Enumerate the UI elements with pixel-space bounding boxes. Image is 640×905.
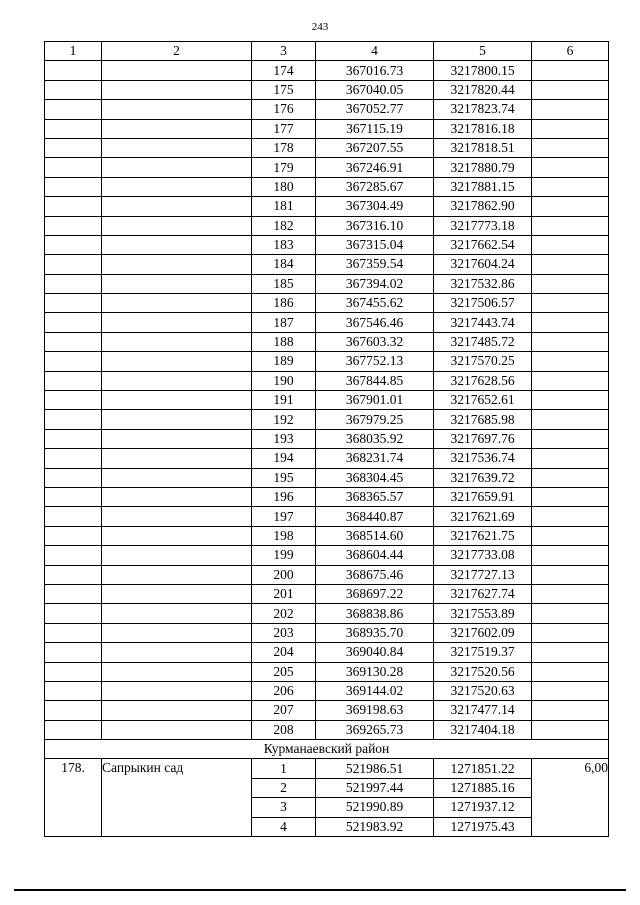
- y-coordinate-cell: 3217652.61: [434, 391, 532, 410]
- lot-number-cell: [45, 565, 102, 584]
- table-row: [45, 119, 609, 138]
- y-coordinate-cell: 1271937.12: [434, 798, 532, 817]
- x-coordinate-cell: 369265.73: [316, 720, 434, 739]
- y-coordinate-cell: 3217621.69: [434, 507, 532, 526]
- point-number-cell: 178: [252, 138, 316, 157]
- lot-number-cell: [45, 61, 102, 80]
- lot-name-cell: [102, 138, 252, 157]
- area-cell: [532, 487, 609, 506]
- lot-name-cell: [102, 604, 252, 623]
- lot-name-cell: [102, 313, 252, 332]
- lot-name-cell: [102, 235, 252, 254]
- point-number-cell: 190: [252, 371, 316, 390]
- lot-name-cell: [102, 720, 252, 739]
- y-coordinate-cell: 3217727.13: [434, 565, 532, 584]
- coordinates-table: [44, 41, 609, 837]
- x-coordinate-cell: 367315.04: [316, 235, 434, 254]
- y-coordinate-cell: 3217602.09: [434, 623, 532, 642]
- area-cell: [532, 701, 609, 720]
- lot-name-cell: [102, 61, 252, 80]
- y-coordinate-cell: 3217862.90: [434, 197, 532, 216]
- x-coordinate-cell: 367115.19: [316, 119, 434, 138]
- point-number-cell: 4: [252, 817, 316, 836]
- lot-number-cell: [45, 623, 102, 642]
- column-header-4: 4: [316, 42, 434, 61]
- y-coordinate-cell: 3217818.51: [434, 138, 532, 157]
- lot-name-cell: [102, 410, 252, 429]
- area-cell: [532, 274, 609, 293]
- point-number-cell: 196: [252, 487, 316, 506]
- lot-name-cell: [102, 158, 252, 177]
- table-row: [45, 565, 609, 584]
- column-header-3: 3: [252, 42, 316, 61]
- y-coordinate-cell: 3217506.57: [434, 294, 532, 313]
- x-coordinate-cell: 367546.46: [316, 313, 434, 332]
- x-coordinate-cell: 521986.51: [316, 759, 434, 778]
- point-number-cell: 206: [252, 681, 316, 700]
- lot-name-cell: [102, 584, 252, 603]
- x-coordinate-cell: 367979.25: [316, 410, 434, 429]
- table-body: [45, 61, 609, 837]
- table-row: [45, 604, 609, 623]
- y-coordinate-cell: 3217443.74: [434, 313, 532, 332]
- area-cell: [532, 623, 609, 642]
- lot-number-cell: [45, 119, 102, 138]
- x-coordinate-cell: 368440.87: [316, 507, 434, 526]
- lot-number-cell: [45, 255, 102, 274]
- lot-name-cell: [102, 546, 252, 565]
- x-coordinate-cell: 367016.73: [316, 61, 434, 80]
- lot-name-cell: [102, 526, 252, 545]
- y-coordinate-cell: 1271975.43: [434, 817, 532, 836]
- point-number-cell: 1: [252, 759, 316, 778]
- x-coordinate-cell: 368365.57: [316, 487, 434, 506]
- lot-name-cell: [102, 255, 252, 274]
- lot-name-cell: [102, 643, 252, 662]
- y-coordinate-cell: 3217485.72: [434, 332, 532, 351]
- lot-number-cell: [45, 429, 102, 448]
- lot-name-cell: Сапрыкин сад: [102, 759, 252, 837]
- column-header-6: 6: [532, 42, 609, 61]
- table-row: [45, 391, 609, 410]
- area-cell: [532, 643, 609, 662]
- lot-number-cell: [45, 313, 102, 332]
- table-row: [45, 681, 609, 700]
- area-cell: [532, 235, 609, 254]
- area-cell: [532, 526, 609, 545]
- lot-name-cell: [102, 449, 252, 468]
- x-coordinate-cell: 367316.10: [316, 216, 434, 235]
- area-cell: [532, 507, 609, 526]
- table-row: [45, 294, 609, 313]
- lot-number-cell: [45, 158, 102, 177]
- y-coordinate-cell: 3217532.86: [434, 274, 532, 293]
- point-number-cell: 181: [252, 197, 316, 216]
- table-row: [45, 584, 609, 603]
- x-coordinate-cell: 367052.77: [316, 100, 434, 119]
- lot-name-cell: [102, 274, 252, 293]
- x-coordinate-cell: 367285.67: [316, 177, 434, 196]
- table-header-row: [45, 42, 609, 61]
- x-coordinate-cell: 369130.28: [316, 662, 434, 681]
- area-cell: [532, 352, 609, 371]
- point-number-cell: 185: [252, 274, 316, 293]
- y-coordinate-cell: 3217604.24: [434, 255, 532, 274]
- y-coordinate-cell: 3217773.18: [434, 216, 532, 235]
- lot-number-cell: 178.: [45, 759, 102, 837]
- lot-name-cell: [102, 507, 252, 526]
- lot-name-cell: [102, 80, 252, 99]
- y-coordinate-cell: 3217816.18: [434, 119, 532, 138]
- table-row: [45, 720, 609, 739]
- x-coordinate-cell: 367752.13: [316, 352, 434, 371]
- table-row: [45, 371, 609, 390]
- lot-number-cell: [45, 410, 102, 429]
- table-row: [45, 662, 609, 681]
- x-coordinate-cell: 367359.54: [316, 255, 434, 274]
- x-coordinate-cell: 521983.92: [316, 817, 434, 836]
- table-row: [45, 197, 609, 216]
- x-coordinate-cell: 368675.46: [316, 565, 434, 584]
- table-row: [45, 313, 609, 332]
- table-row: [45, 332, 609, 351]
- x-coordinate-cell: 368514.60: [316, 526, 434, 545]
- table-row: [45, 526, 609, 545]
- x-coordinate-cell: 367394.02: [316, 274, 434, 293]
- lot-number-cell: [45, 468, 102, 487]
- x-coordinate-cell: 368604.44: [316, 546, 434, 565]
- lot-name-cell: [102, 487, 252, 506]
- y-coordinate-cell: 3217627.74: [434, 584, 532, 603]
- district-heading: Курманаевский район: [45, 740, 609, 759]
- x-coordinate-cell: 368035.92: [316, 429, 434, 448]
- point-number-cell: 203: [252, 623, 316, 642]
- area-cell: [532, 197, 609, 216]
- table-row: [45, 487, 609, 506]
- y-coordinate-cell: 3217662.54: [434, 235, 532, 254]
- point-number-cell: 183: [252, 235, 316, 254]
- table-row: [45, 216, 609, 235]
- lot-name-cell: [102, 623, 252, 642]
- y-coordinate-cell: 3217519.37: [434, 643, 532, 662]
- table-row: [45, 100, 609, 119]
- lot-number-cell: [45, 662, 102, 681]
- lot-name-cell: [102, 294, 252, 313]
- area-cell: [532, 80, 609, 99]
- y-coordinate-cell: 1271851.22: [434, 759, 532, 778]
- area-cell: [532, 294, 609, 313]
- x-coordinate-cell: 368838.86: [316, 604, 434, 623]
- lot-name-cell: [102, 352, 252, 371]
- lot-number-cell: [45, 138, 102, 157]
- y-coordinate-cell: 3217880.79: [434, 158, 532, 177]
- lot-name-cell: [102, 177, 252, 196]
- table-row: [45, 138, 609, 157]
- area-cell: [532, 584, 609, 603]
- lot-name-cell: [102, 100, 252, 119]
- area-cell: [532, 429, 609, 448]
- area-cell: [532, 546, 609, 565]
- area-cell: [532, 313, 609, 332]
- x-coordinate-cell: 367246.91: [316, 158, 434, 177]
- table-row: [45, 274, 609, 293]
- area-cell: [532, 565, 609, 584]
- y-coordinate-cell: 3217659.91: [434, 487, 532, 506]
- x-coordinate-cell: 367040.05: [316, 80, 434, 99]
- point-number-cell: 204: [252, 643, 316, 662]
- point-number-cell: 198: [252, 526, 316, 545]
- y-coordinate-cell: 3217621.75: [434, 526, 532, 545]
- y-coordinate-cell: 3217697.76: [434, 429, 532, 448]
- point-number-cell: 180: [252, 177, 316, 196]
- area-cell: 6,00: [532, 759, 609, 837]
- area-cell: [532, 391, 609, 410]
- x-coordinate-cell: 368697.22: [316, 584, 434, 603]
- point-number-cell: 186: [252, 294, 316, 313]
- lot-number-cell: [45, 487, 102, 506]
- area-cell: [532, 216, 609, 235]
- y-coordinate-cell: 3217520.56: [434, 662, 532, 681]
- x-coordinate-cell: 521997.44: [316, 778, 434, 797]
- lot-name-cell: [102, 119, 252, 138]
- area-cell: [532, 177, 609, 196]
- point-number-cell: 184: [252, 255, 316, 274]
- table-row: [45, 352, 609, 371]
- lot-number-cell: [45, 235, 102, 254]
- point-number-cell: 199: [252, 546, 316, 565]
- point-number-cell: 188: [252, 332, 316, 351]
- area-cell: [532, 158, 609, 177]
- point-number-cell: 187: [252, 313, 316, 332]
- x-coordinate-cell: 369144.02: [316, 681, 434, 700]
- lot-number-cell: [45, 80, 102, 99]
- table-row: [45, 449, 609, 468]
- lot-number-cell: [45, 546, 102, 565]
- point-number-cell: 3: [252, 798, 316, 817]
- y-coordinate-cell: 3217477.14: [434, 701, 532, 720]
- lot-number-cell: [45, 701, 102, 720]
- point-number-cell: 175: [252, 80, 316, 99]
- x-coordinate-cell: 521990.89: [316, 798, 434, 817]
- lot-number-cell: [45, 526, 102, 545]
- lot-number-cell: [45, 352, 102, 371]
- table-row: [45, 623, 609, 642]
- lot-number-cell: [45, 604, 102, 623]
- x-coordinate-cell: 367844.85: [316, 371, 434, 390]
- x-coordinate-cell: 368935.70: [316, 623, 434, 642]
- y-coordinate-cell: 3217823.74: [434, 100, 532, 119]
- point-number-cell: 189: [252, 352, 316, 371]
- x-coordinate-cell: 367207.55: [316, 138, 434, 157]
- lot-name-cell: [102, 429, 252, 448]
- x-coordinate-cell: 367455.62: [316, 294, 434, 313]
- area-cell: [532, 410, 609, 429]
- lot-number-cell: [45, 720, 102, 739]
- page-number: 243: [311, 21, 329, 33]
- lot-name-cell: [102, 371, 252, 390]
- point-number-cell: 195: [252, 468, 316, 487]
- point-number-cell: 2: [252, 778, 316, 797]
- lot-name-cell: [102, 681, 252, 700]
- district-heading-row: [45, 740, 609, 759]
- area-cell: [532, 100, 609, 119]
- table-row: [45, 177, 609, 196]
- point-number-cell: 194: [252, 449, 316, 468]
- column-header-1: 1: [45, 42, 102, 61]
- y-coordinate-cell: 3217639.72: [434, 468, 532, 487]
- column-header-5: 5: [434, 42, 532, 61]
- footer-rule: [14, 889, 626, 891]
- x-coordinate-cell: 367603.32: [316, 332, 434, 351]
- area-cell: [532, 332, 609, 351]
- area-cell: [532, 61, 609, 80]
- table-row: [45, 235, 609, 254]
- lot-number-cell: [45, 681, 102, 700]
- table-row: [45, 158, 609, 177]
- table-row: [45, 507, 609, 526]
- table-row: [45, 468, 609, 487]
- lot-number-cell: [45, 371, 102, 390]
- point-number-cell: 176: [252, 100, 316, 119]
- y-coordinate-cell: 3217685.98: [434, 410, 532, 429]
- lot-name-cell: [102, 216, 252, 235]
- lot-name-cell: [102, 701, 252, 720]
- lot-number-cell: [45, 391, 102, 410]
- area-cell: [532, 449, 609, 468]
- table-row: [45, 80, 609, 99]
- x-coordinate-cell: 368231.74: [316, 449, 434, 468]
- lot-name-cell: [102, 332, 252, 351]
- x-coordinate-cell: 368304.45: [316, 468, 434, 487]
- y-coordinate-cell: 3217536.74: [434, 449, 532, 468]
- lot-name-cell: [102, 468, 252, 487]
- area-cell: [532, 255, 609, 274]
- area-cell: [532, 662, 609, 681]
- lot-number-cell: [45, 332, 102, 351]
- x-coordinate-cell: 369198.63: [316, 701, 434, 720]
- lot-name-cell: [102, 565, 252, 584]
- lot-number-cell: [45, 197, 102, 216]
- table-row: [45, 429, 609, 448]
- point-number-cell: 193: [252, 429, 316, 448]
- lot-number-cell: [45, 507, 102, 526]
- column-header-2: 2: [102, 42, 252, 61]
- point-number-cell: 179: [252, 158, 316, 177]
- point-number-cell: 182: [252, 216, 316, 235]
- lot-number-cell: [45, 584, 102, 603]
- lot-number-cell: [45, 294, 102, 313]
- point-number-cell: 192: [252, 410, 316, 429]
- point-number-cell: 201: [252, 584, 316, 603]
- table-row: [45, 410, 609, 429]
- lot-name-cell: [102, 197, 252, 216]
- y-coordinate-cell: 3217881.15: [434, 177, 532, 196]
- x-coordinate-cell: 367304.49: [316, 197, 434, 216]
- table-row: [45, 643, 609, 662]
- table-row: [45, 546, 609, 565]
- area-cell: [532, 604, 609, 623]
- area-cell: [532, 468, 609, 487]
- y-coordinate-cell: 3217800.15: [434, 61, 532, 80]
- lot-name-cell: [102, 662, 252, 681]
- lot-number-cell: [45, 216, 102, 235]
- y-coordinate-cell: 3217820.44: [434, 80, 532, 99]
- y-coordinate-cell: 3217570.25: [434, 352, 532, 371]
- y-coordinate-cell: 3217520.63: [434, 681, 532, 700]
- point-number-cell: 205: [252, 662, 316, 681]
- point-number-cell: 197: [252, 507, 316, 526]
- point-number-cell: 208: [252, 720, 316, 739]
- area-cell: [532, 371, 609, 390]
- point-number-cell: 202: [252, 604, 316, 623]
- point-number-cell: 207: [252, 701, 316, 720]
- y-coordinate-cell: 3217553.89: [434, 604, 532, 623]
- y-coordinate-cell: 3217628.56: [434, 371, 532, 390]
- table-row: [45, 759, 609, 778]
- lot-number-cell: [45, 449, 102, 468]
- point-number-cell: 191: [252, 391, 316, 410]
- area-cell: [532, 119, 609, 138]
- table-row: [45, 255, 609, 274]
- point-number-cell: 174: [252, 61, 316, 80]
- area-cell: [532, 720, 609, 739]
- point-number-cell: 177: [252, 119, 316, 138]
- y-coordinate-cell: 1271885.16: [434, 778, 532, 797]
- lot-number-cell: [45, 274, 102, 293]
- lot-number-cell: [45, 643, 102, 662]
- area-cell: [532, 681, 609, 700]
- point-number-cell: 200: [252, 565, 316, 584]
- x-coordinate-cell: 367901.01: [316, 391, 434, 410]
- lot-name-cell: [102, 391, 252, 410]
- x-coordinate-cell: 369040.84: [316, 643, 434, 662]
- table-row: [45, 701, 609, 720]
- table-row: [45, 61, 609, 80]
- y-coordinate-cell: 3217733.08: [434, 546, 532, 565]
- area-cell: [532, 138, 609, 157]
- lot-number-cell: [45, 177, 102, 196]
- lot-number-cell: [45, 100, 102, 119]
- y-coordinate-cell: 3217404.18: [434, 720, 532, 739]
